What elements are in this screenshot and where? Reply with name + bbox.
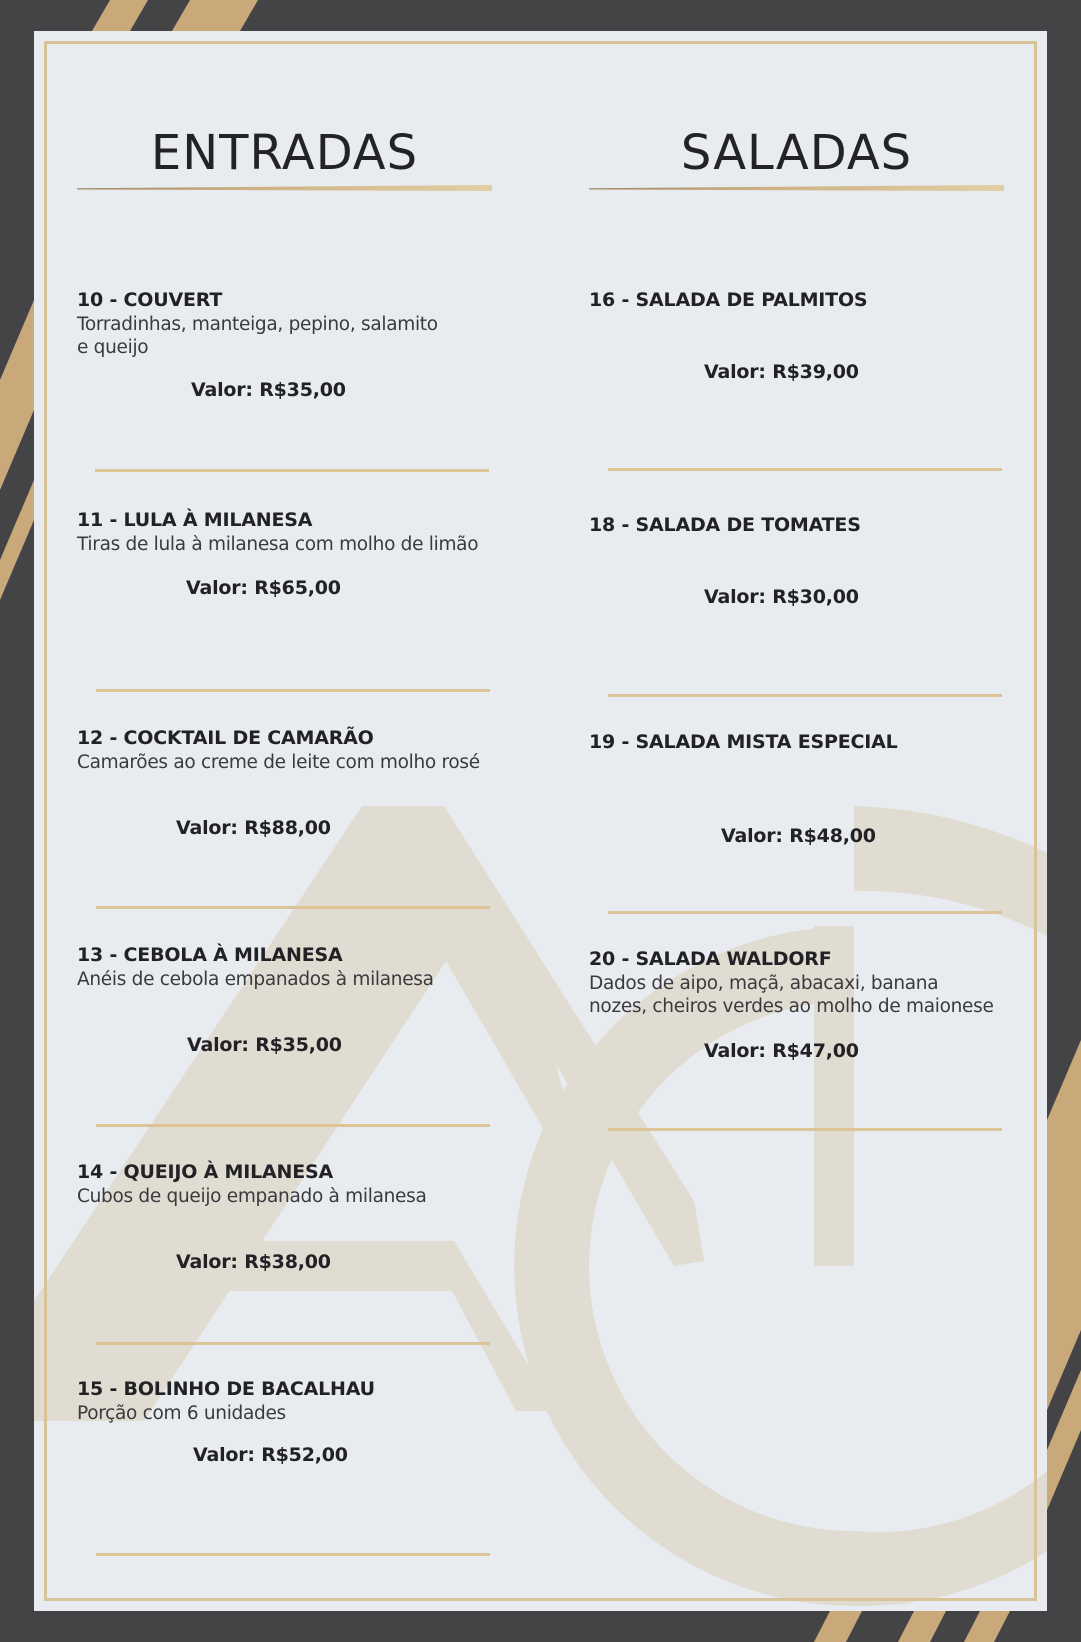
item-divider <box>96 689 490 692</box>
item-price: Valor: R$48,00 <box>721 825 876 847</box>
menu-page <box>34 31 1047 1611</box>
item-description: Anéis de cebola empanados à milanesa <box>77 969 434 990</box>
item-description: Porção com 6 unidades <box>77 1403 286 1424</box>
item-price: Valor: R$88,00 <box>176 817 331 839</box>
item-title: 13 - CEBOLA À MILANESA <box>77 944 343 966</box>
item-title: 16 - SALADA DE PALMITOS <box>589 289 868 311</box>
item-divider <box>608 1128 1002 1131</box>
item-price: Valor: R$65,00 <box>186 577 341 599</box>
item-title: 15 - BOLINHO DE BACALHAU <box>77 1378 375 1400</box>
item-divider <box>95 469 489 472</box>
heading-saladas: SALADAS <box>680 125 913 181</box>
item-description: Tiras de lula à milanesa com molho de limão <box>77 534 479 555</box>
item-divider <box>96 1124 490 1127</box>
item-price: Valor: R$39,00 <box>704 361 859 383</box>
item-description: Dados de aipo, maçã, abacaxi, banana nozes, cheiros verdes ao molho de maionese <box>589 973 994 1017</box>
item-title: 10 - COUVERT <box>77 289 223 311</box>
item-price: Valor: R$38,00 <box>176 1251 331 1273</box>
item-title: 19 - SALADA MISTA ESPECIAL <box>589 731 898 753</box>
item-title: 11 - LULA À MILANESA <box>77 509 313 531</box>
item-title: 18 - SALADA DE TOMATES <box>589 514 861 536</box>
item-price: Valor: R$35,00 <box>191 379 346 401</box>
item-title: 14 - QUEIJO À MILANESA <box>77 1161 333 1183</box>
item-divider <box>96 1342 490 1345</box>
item-divider <box>608 468 1002 471</box>
item-divider <box>96 1553 490 1556</box>
item-divider <box>96 906 490 909</box>
item-price: Valor: R$47,00 <box>704 1040 859 1062</box>
item-description: Camarões ao creme de leite com molho rosé <box>77 752 480 773</box>
item-price: Valor: R$35,00 <box>187 1034 342 1056</box>
item-title: 20 - SALADA WALDORF <box>589 948 832 970</box>
item-divider <box>608 694 1002 697</box>
item-description: Torradinhas, manteiga, pepino, salamito e queijo <box>77 314 438 358</box>
heading-entradas: ENTRADAS <box>150 125 419 181</box>
item-title: 12 - COCKTAIL DE CAMARÃO <box>77 727 374 749</box>
item-price: Valor: R$30,00 <box>704 586 859 608</box>
item-divider <box>608 911 1002 914</box>
item-description: Cubos de queijo empanado à milanesa <box>77 1186 427 1207</box>
item-price: Valor: R$52,00 <box>193 1444 348 1466</box>
